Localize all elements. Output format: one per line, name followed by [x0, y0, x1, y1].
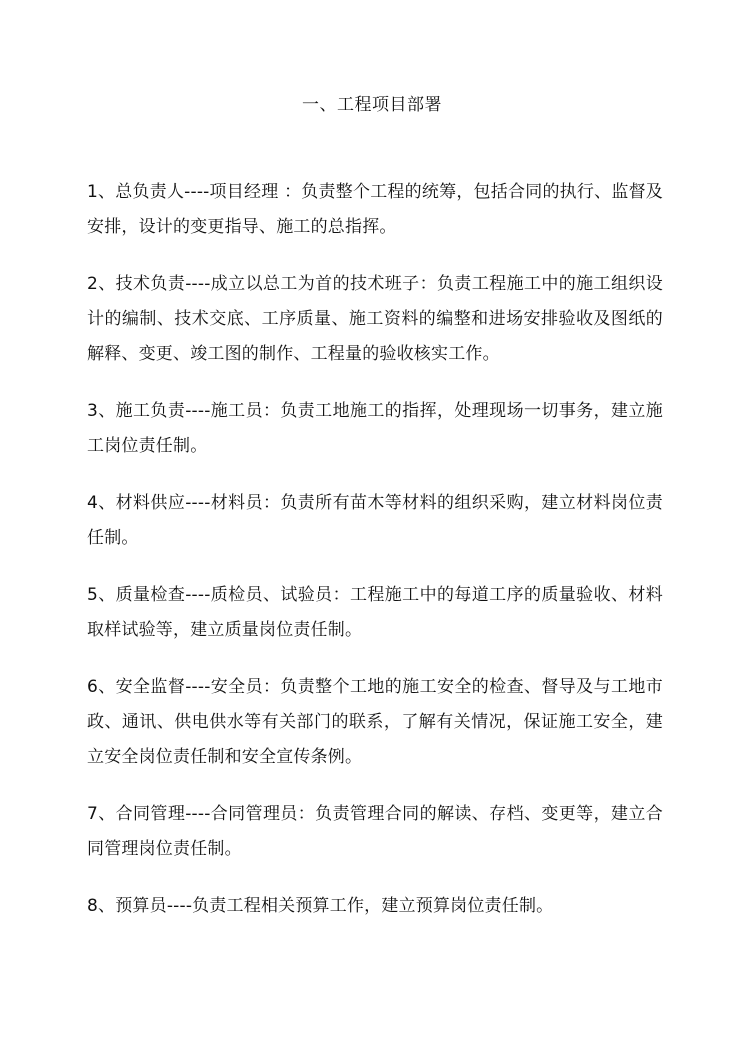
paragraph-construction: 3、施工负责----施工员：负责工地施工的指挥，处理现场一切事务，建立施工岗位责任制。 [87, 401, 663, 456]
paragraph-quality: 5、质量检查----质检员、试验员：工程施工中的每道工序的质量验收、材料取样试验等，建立质量岗位责任制。 [87, 585, 663, 640]
paragraph-budget: 8、预算员----负责工程相关预算工作，建立预算岗位责任制。 [87, 896, 554, 916]
paragraph-project-manager: 1、总负责人----项目经理 ：负责整个工程的统筹，包括合同的执行、监督及安排，设计的变更指导、施工的总指挥。 [87, 182, 663, 237]
paragraph-technical: 2、技术负责----成立以总工为首的技术班子：负责工程施工中的施工组织设计的编制、技术交底、工序质量、施工资料的编整和进场安排验收及图纸的解释、变更、竣工图的制作、工程量的验收核实工作。 [87, 274, 663, 364]
document-body [87, 175, 663, 946]
paragraph-safety: 6、安全监督----安全员：负责整个工地的施工安全的检查、督导及与工地市政、通讯、供电供水等有关部门的联系，了解有关情况，保证施工安全，建立安全岗位责任制和安全宣传条例。 [87, 677, 663, 767]
paragraph-materials: 4、材料供应----材料员：负责所有苗木等材料的组织采购，建立材料岗位责任制。 [87, 493, 663, 548]
paragraph-contract: 7、合同管理----合同管理员：负责管理合同的解读、存档、变更等，建立合同管理岗位责任制。 [87, 804, 663, 859]
section-title: 一、工程项目部署 [302, 95, 442, 115]
